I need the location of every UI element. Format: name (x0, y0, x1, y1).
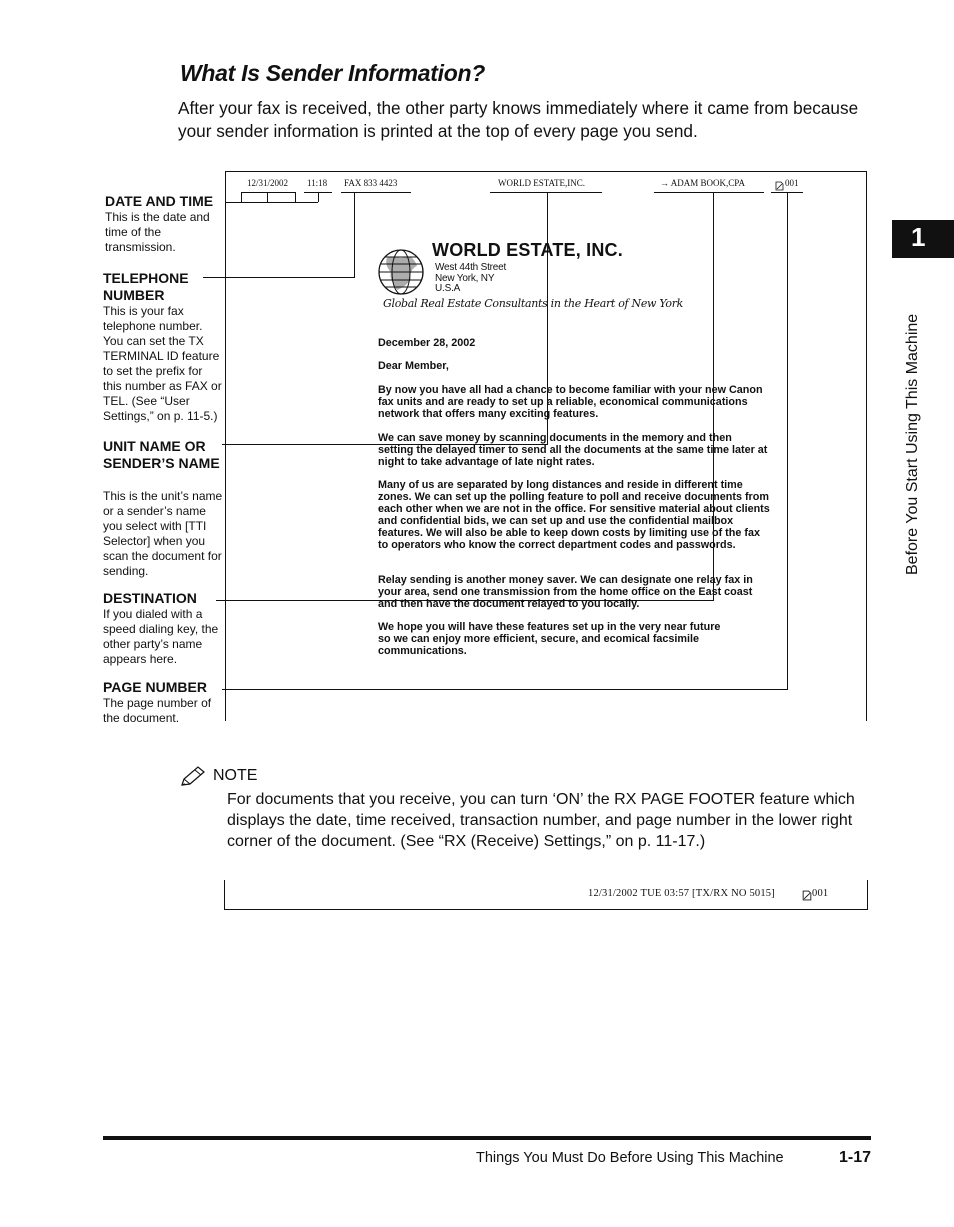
page-number: 1-17 (839, 1149, 872, 1166)
letter-paragraph-1: By now you have all had a chance to become familiar with your new Canon fax units and are ready to set up a reliable, economical communications network that offers many exciting features. (378, 384, 763, 420)
note-body: For documents that you receive, you can turn ‘ON’ the RX PAGE FOOTER feature which displays the date, time received, transaction number, and page number in the lower right corner of the document. (See “RX (Receive) Settings,” on p. 11-17.) (227, 791, 855, 850)
letter-paragraph-2: We can save money by scanning documents in the memory and then setting the delayed timer to send all the documents at the same time later at night to take advantage of late night rates. (378, 432, 768, 468)
pencil-icon (180, 765, 206, 792)
letter-paragraph-3: Many of us are separated by long distances and reside in different time zones. We can set up the polling feature to poll and receive documents from each other when we are not in the office. For sensitive material about clients and confidential bids, we can set up and use the confidential mailbox features. We will also be able to keep down costs by limiting use of the fax to operators who know the correct department codes and passwords. (378, 479, 770, 551)
annotation-destination-head: DESTINATION (103, 590, 197, 606)
page-footer-rule (103, 1136, 871, 1140)
leader-line (267, 192, 268, 202)
annotation-date-time-body: This is the date and time of the transmission. (105, 210, 210, 254)
letter-salutation: Dear Member, (378, 360, 449, 372)
annotation-date-time-head: DATE AND TIME (105, 193, 214, 209)
annotation-unit-name-head: UNIT NAME OR SENDER’S NAME (103, 438, 220, 471)
annotation-page-number-head: PAGE NUMBER (103, 679, 207, 695)
fax-header-page: 001 (785, 178, 799, 188)
underline-unit (490, 192, 602, 193)
rx-footer-text: 12/31/2002 TUE 03:57 [TX/RX NO 5015] (588, 888, 775, 899)
letter-tagline: Global Real Estate Consultants in the Heart of New York (383, 297, 684, 310)
underline-date (241, 192, 295, 193)
leader-line (787, 192, 788, 690)
section-title: What Is Sender Information? (180, 60, 485, 86)
page-footer-title: Things You Must Do Before Using This Machine (476, 1150, 784, 1166)
fax-page-icon (802, 888, 812, 906)
note-label: NOTE (213, 767, 258, 784)
letter-paragraph-4: Relay sending is another money saver. We can designate one relay fax in your area, send one transmission from the home office on the East coast and then have the document relayed to you locally. (378, 574, 753, 610)
annotation-unit-name-body: This is the unit’s name or a sender’s name you select with [TTI Selector] when you scan the document for sending. (103, 489, 223, 578)
rx-footer-page: 001 (812, 888, 829, 899)
letter-address-line-2: New York, NY (435, 272, 495, 284)
underline-fax (341, 192, 411, 193)
leader-line (354, 192, 355, 277)
letter-address-line-3: U.S.A (435, 283, 461, 294)
annotation-destination-body: If you dialed with a speed dialing key, the other party’s name appears here. (103, 607, 219, 666)
letter-address (435, 263, 506, 295)
letter-paragraph-5: We hope you will have these features set up in the very near future so we can enjoy more efficient, secure, and ecomical facsimile communications. (378, 621, 721, 657)
fax-header-date: 12/31/2002 (247, 178, 289, 188)
underline-destination (654, 192, 764, 193)
leader-line (295, 192, 296, 202)
leader-line (318, 192, 319, 202)
fax-header-number: FAX 833 4423 (344, 178, 398, 188)
leader-line (222, 689, 788, 690)
annotation-page-number-body: The page number of the document. (103, 696, 212, 725)
leader-line (226, 202, 318, 203)
intro-paragraph: After your fax is received, the other party knows immediately where it came from because your sender information is printed at the top of every page you send. (178, 98, 859, 141)
fax-header-time: 11:18 (307, 178, 328, 188)
leader-line (203, 277, 355, 278)
globe-logo-icon (377, 248, 427, 303)
fax-header-unit-name: WORLD ESTATE,INC. (498, 178, 586, 188)
letter-address-line-1: West 44th Street (435, 262, 507, 273)
chapter-side-label: Before You Start Using This Machine (904, 313, 921, 575)
letter-company-name: WORLD ESTATE, INC. (432, 240, 623, 260)
annotation-telephone-body: This is your fax telephone number. You can set the TX TERMINAL ID feature to set the prefix for this number as FAX or TEL. (See “User Settings,” on p. 11-5.) (103, 304, 222, 423)
letter-date: December 28, 2002 (378, 337, 476, 349)
fax-header-destination: → ADAM BOOK,CPA (660, 178, 745, 188)
fax-page-icon (775, 178, 784, 196)
annotation-telephone-head: TELEPHONE NUMBER (103, 270, 189, 303)
leader-line (241, 192, 242, 202)
chapter-tab: 1 (892, 220, 954, 258)
